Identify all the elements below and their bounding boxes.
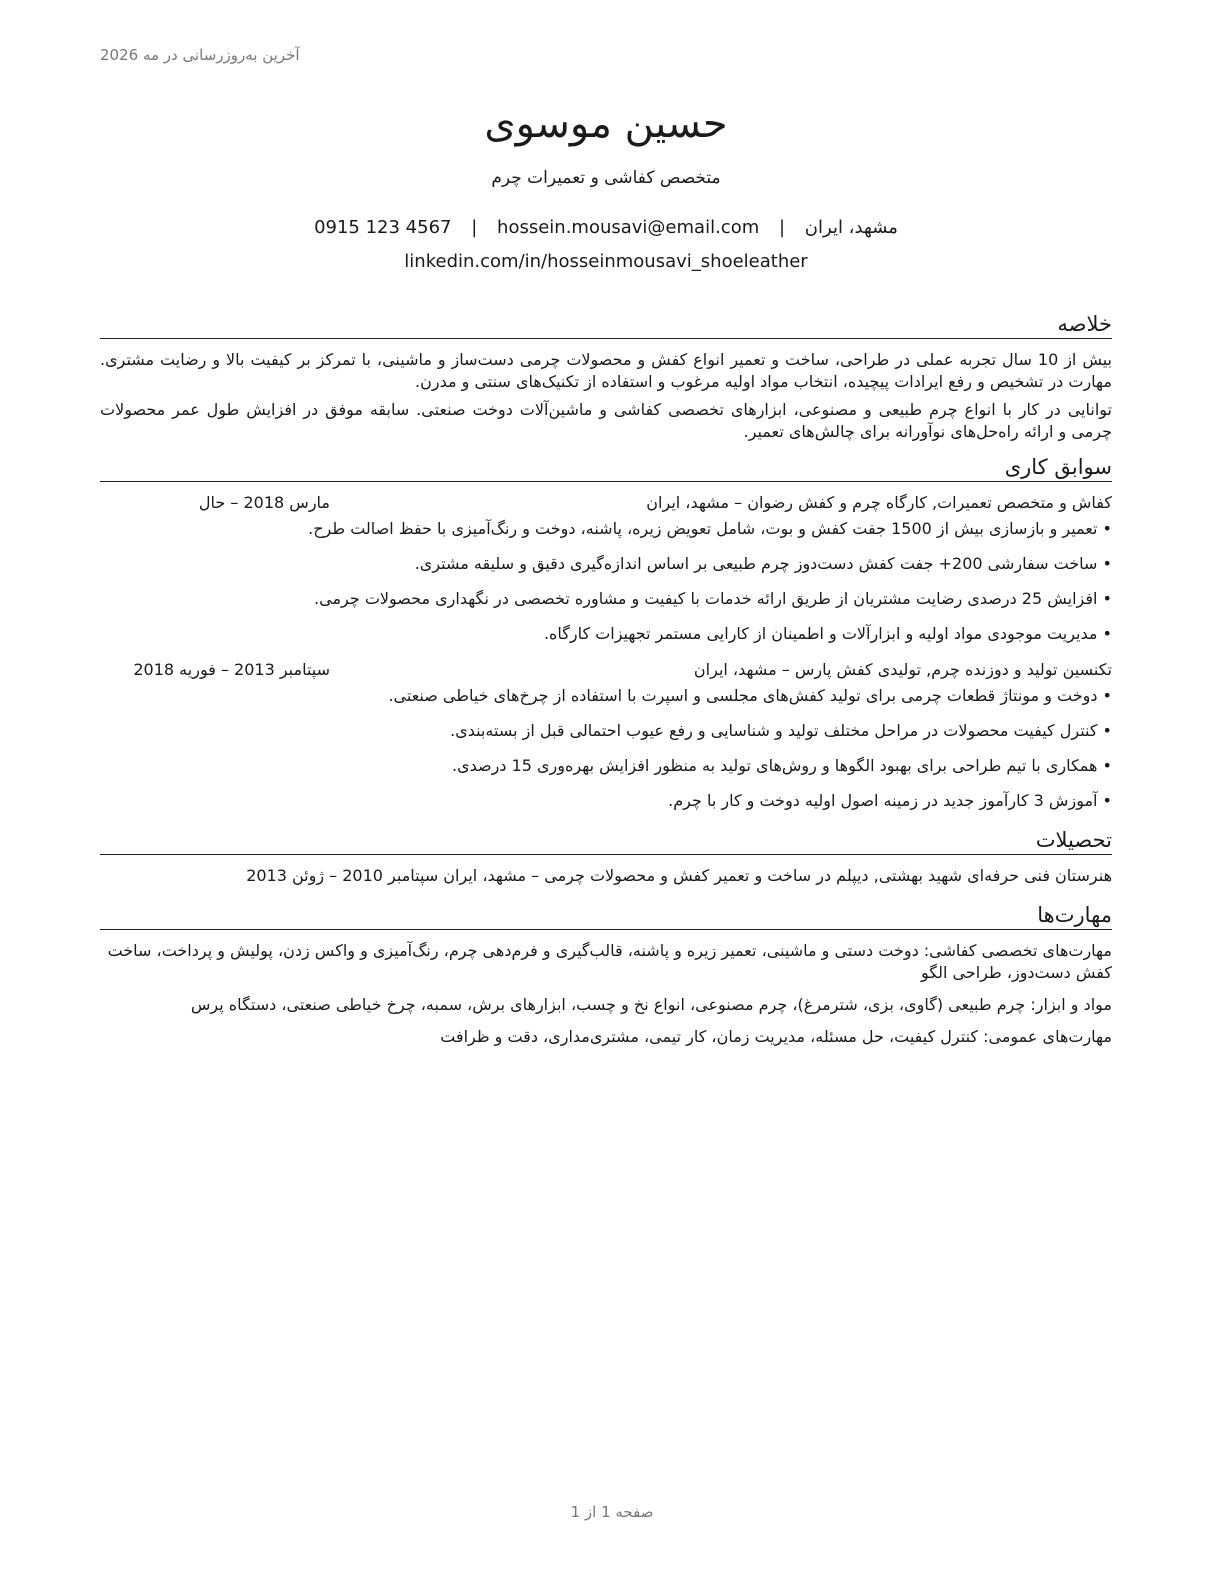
candidate-name: حسین موسوی — [484, 101, 728, 147]
linkedin-link[interactable]: linkedin.com/in/hosseinmousavi_shoeleather — [404, 251, 808, 272]
phone-text: 0915 123 4567 — [314, 217, 452, 238]
resume-header — [100, 96, 1112, 274]
skill-line: مواد و ابزار: چرم طبیعی (گاوی، بزی، شترمرغ)، چرم مصنوعی، انواع نخ و چسب، ابزارهای برش، سمبه، چرخ خیاطی صنعتی، دستگاه پرس — [190, 995, 1112, 1014]
bullet-item: • کنترل کیفیت محصولات در مراحل مختلف تولید و شناسایی و رفع عیوب احتمالی قبل از بسته‌بندی. — [100, 720, 1112, 742]
bullet-item: • مدیریت موجودی مواد اولیه و ابزارآلات و اطمینان از کارایی مستمر تجهیزات کارگاه. — [100, 623, 1112, 645]
job-dates: سپتامبر 2013 – فوریه 2018 — [133, 660, 330, 679]
separator: | — [471, 217, 478, 238]
bullet-item: • تعمیر و بازسازی بیش از 1500 جفت کفش و بوت، شامل تعویض زیره، پاشنه، دوخت و رنگ‌آمیزی با حفظ اصالت طرح. — [100, 518, 1112, 540]
last-updated-note: آخرین به‌روزرسانی در مه 2026 — [100, 46, 300, 64]
summary-paragraph: توانایی در کار با انواع چرم طبیعی و مصنوعی، ابزارهای تخصصی کفاشی و ماشین‌آلات دوخت صنعتی. سابقه موفق در افزایش طول عمر محصولات چرمی و ارائه راه‌حل‌های نوآورانه برای چالش‌های تعمیر. — [100, 400, 1112, 441]
job-bullets — [100, 685, 1112, 812]
education-section — [100, 826, 1112, 887]
bullet-item: • آموزش 3 کارآموز جدید در زمینه اصول اولیه دوخت و کار با چرم. — [100, 790, 1112, 812]
bullet-item: • همکاری با تیم طراحی برای بهبود الگوها و روش‌های تولید به منظور افزایش بهره‌وری 15 درصدی. — [100, 755, 1112, 777]
education-heading: تحصیلات — [100, 826, 1112, 855]
skills-heading: مهارت‌ها — [100, 901, 1112, 930]
job-role-company: کفاش و متخصص تعمیرات, کارگاه چرم و کفش رضوان – مشهد، ایران — [646, 493, 1112, 512]
separator: | — [778, 217, 786, 238]
skill-line: مهارت‌های تخصصی کفاشی: دوخت دستی و ماشینی، تعمیر زیره و پاشنه، قالب‌گیری و فرم‌دهی چرم، رنگ‌آمیزی و واکس زدن، پولیش و پرداخت، ساخت کفش دست‌دوز، طراحی الگو — [107, 941, 1112, 982]
job-role-company: تکنسین تولید و دوزنده چرم, تولیدی کفش پارس – مشهد، ایران — [693, 660, 1112, 679]
education-entry: هنرستان فنی حرفه‌ای شهید بهشتی, دیپلم در ساخت و تعمیر کفش و محصولات چرمی – مشهد، ایران سپتامبر 2010 – ژوئن 2013 — [246, 866, 1112, 885]
job-title: متخصص کفاشی و تعمیرات چرم — [491, 168, 721, 188]
contact-info — [100, 216, 1112, 240]
summary-section — [100, 310, 1112, 443]
resume-body — [100, 310, 1112, 1058]
summary-heading: خلاصه — [100, 310, 1112, 339]
experience-heading: سوابق کاری — [100, 453, 1112, 482]
job-bullets — [100, 518, 1112, 645]
bullet-item: • ساخت سفارشی 200+ جفت کفش دست‌دوز چرم طبیعی بر اساس اندازه‌گیری دقیق و سلیقه مشتری. — [100, 553, 1112, 575]
experience-section — [100, 453, 1112, 812]
job-dates: مارس 2018 – حال — [198, 493, 330, 512]
skill-line: مهارت‌های عمومی: کنترل کیفیت، حل مسئله، مدیریت زمان، کار تیمی، مشتری‌مداری، دقت و ظرافت — [440, 1027, 1112, 1046]
bullet-item: • افزایش 25 درصدی رضایت مشتریان از طریق ارائه خدمات با کیفیت و مشاوره تخصصی در نگهداری محصولات چرمی. — [100, 588, 1112, 610]
summary-paragraph: بیش از 10 سال تجربه عملی در طراحی، ساخت و تعمیر انواع کفش و محصولات چرمی دست‌ساز و ماشینی، با تمرکز بر کیفیت بالا و رضایت مشتری. مهارت در تشخیص و رفع ایرادات پیچیده، انتخاب مواد اولیه مرغوب و استفاده از تکنیک‌های سنتی و مدرن. — [100, 350, 1113, 391]
email-link[interactable]: hossein.mousavi@email.com — [497, 217, 760, 238]
job-header — [100, 659, 1112, 681]
location-text: مشهد، ایران — [804, 217, 898, 238]
page-number: صفحه 1 از 1 — [570, 1503, 654, 1521]
job-header — [100, 492, 1112, 514]
job-entry — [100, 492, 1112, 645]
job-entry — [100, 659, 1112, 812]
skills-section — [100, 901, 1112, 1048]
bullet-item: • دوخت و مونتاژ قطعات چرمی برای تولید کفش‌های مجلسی و اسپرت با استفاده از چرخ‌های خیاطی صنعتی. — [100, 685, 1112, 707]
